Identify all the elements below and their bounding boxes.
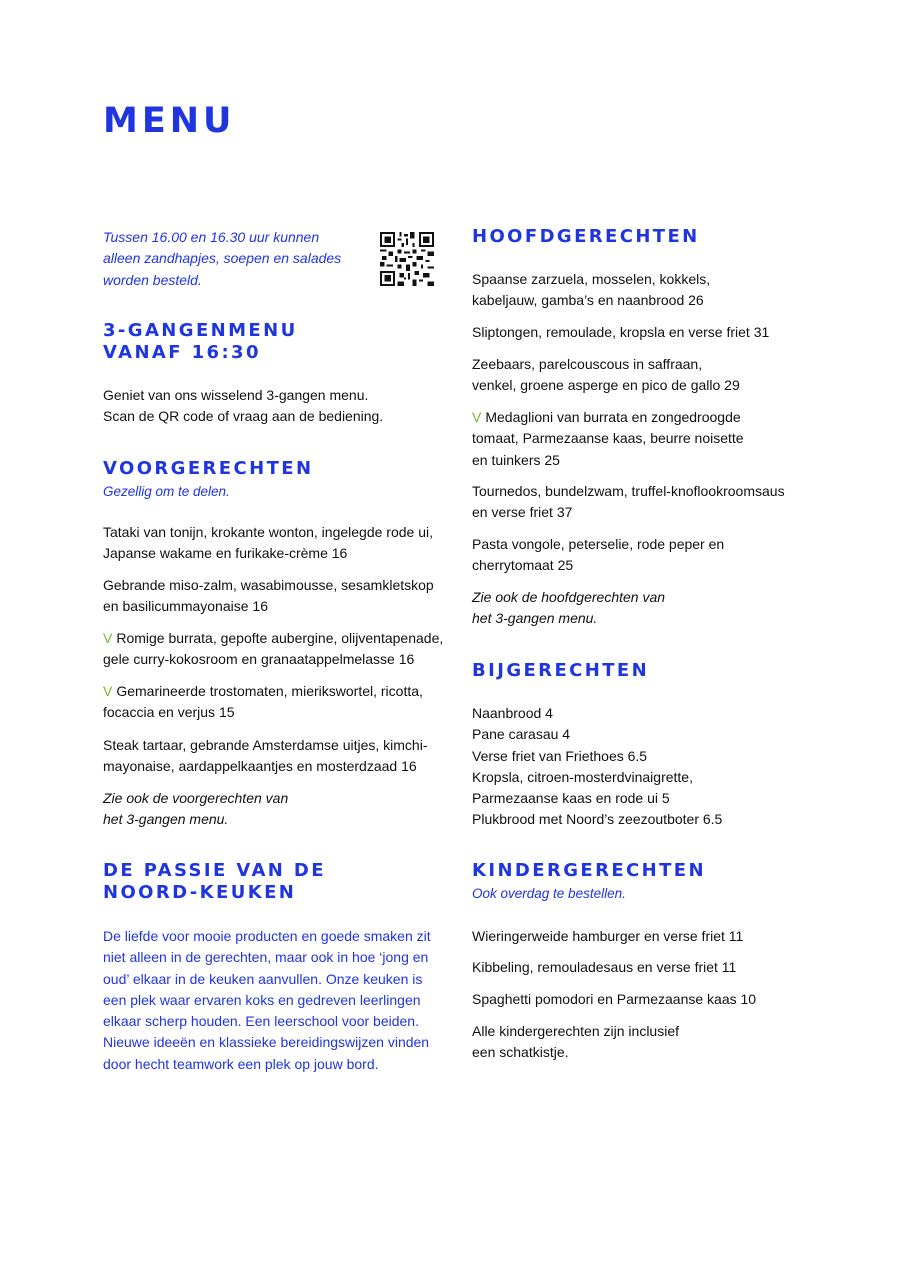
vegetarian-badge: V [103,683,113,699]
intro-line: worden besteld. [103,271,202,288]
qr-code-icon[interactable] [380,232,434,286]
kids-heading: KINDERGERECHTEN [472,860,706,881]
passion-text [103,926,431,1075]
starters-subheading: Gezellig om te delen. [103,484,230,499]
side-item: Naanbrood 4 [472,705,553,721]
intro-note [103,227,341,291]
passion-heading-line: NOORD-KEUKEN [103,882,297,903]
kids-note [472,1021,679,1064]
mains-note [472,587,665,630]
menu-item-line: en tuinkers 25 [472,451,560,468]
sides-heading: BIJGERECHTEN [472,660,650,681]
menu-item [472,926,743,947]
side-item: Kropsla, citroen-mosterdvinaigrette, [472,768,693,785]
note-line: Alle kindergerechten zijn inclusief [472,1023,679,1039]
note-line: Zie ook de hoofdgerechten van [472,589,666,605]
menu-item [103,575,434,618]
menu-item-line: Tournedos, bundelzwam, truffel-knoflookroomsaus [472,483,785,499]
three-course-heading [103,320,298,364]
vegetarian-badge: V [472,409,482,425]
text-line: een plek waar ervaren koks en gedreven leerlingen [103,991,421,1008]
vegetarian-badge: V [103,630,113,646]
menu-item [472,407,744,471]
passion-heading [103,860,326,904]
menu-item-line: tomaat, Parmezaanse kaas, beurre noisette [472,430,744,447]
note-line: Zie ook de voorgerechten van [103,790,289,806]
menu-item-line: Kibbeling, remouladesaus en verse friet 11 [472,959,737,975]
text-line: elkaar scherp houden. Een leerschool voor beiden. [103,1013,419,1030]
text-line: door hecht teamwork een plek op jouw bord. [103,1055,379,1072]
text-line: Geniet van ons wisselend 3-gangen menu. [103,387,369,403]
menu-item-line: Spaanse zarzuela, mosselen, kokkels, [472,271,711,287]
text-line: De liefde voor mooie producten en goede smaken zit [103,928,431,944]
kids-subheading: Ook overdag te bestellen. [472,886,626,901]
menu-item-line: gele curry-kokosroom en granaatappelmelasse 16 [103,651,415,668]
menu-item-line: Pasta vongole, peterselie, rode peper en [472,536,725,552]
note-line: een schatkistje. [472,1044,569,1061]
menu-item-line: Spaghetti pomodori en Parmezaanse kaas 10 [472,991,757,1007]
menu-item-line: Medaglioni van burrata en zongedroogde [485,409,741,425]
page-title: MENU [103,101,236,141]
menu-item [472,354,740,397]
text-line: oud’ elkaar in de keuken aanvullen. Onze keuken is [103,970,423,987]
mains-heading: HOOFDGERECHTEN [472,226,700,247]
menu-item-line: cherrytomaat 25 [472,557,574,574]
menu-item [103,681,423,724]
menu-item [103,522,433,565]
menu-item-line: Romige burrata, gepofte aubergine, olijventapenade, [116,630,444,646]
menu-item-line: en basilicummayonaise 16 [103,598,268,615]
menu-item [103,628,443,671]
note-line: het 3-gangen menu. [472,610,598,627]
menu-item-line: Zeebaars, parelcouscous in saffraan, [472,356,703,372]
menu-item-line: Gemarineerde trostomaten, mierikswortel, ricotta, [116,683,423,699]
sides-list [472,703,722,831]
menu-item-line: Steak tartaar, gebrande Amsterdamse uitjes, kimchi- [103,737,428,753]
side-item: Pane carasau 4 [472,726,571,743]
menu-item-line: en verse friet 37 [472,504,573,521]
menu-item-line: Wieringerweide hamburger en verse friet 11 [472,928,744,944]
menu-item [472,481,785,524]
menu-item [472,957,736,978]
side-item: Parmezaanse kaas en rode ui 5 [472,790,670,807]
intro-line: Tussen 16.00 en 16.30 uur kunnen [103,229,320,245]
menu-item-line: Japanse wakame en furikake-crème 16 [103,545,348,562]
side-item: Plukbrood met Noord’s zeezoutboter 6.5 [472,811,723,828]
menu-item-line: focaccia en verjus 15 [103,704,235,721]
menu-item-line: mayonaise, aardappelkaantjes en mosterdzaad 16 [103,758,417,775]
intro-line: alleen zandhapjes, soepen en salades [103,250,342,267]
menu-item-line: Sliptongen, remoulade, kropsla en verse friet 31 [472,324,770,340]
note-line: het 3-gangen menu. [103,811,229,828]
text-line: niet alleen in de gerechten, maar ook in hoe ‘jong en [103,949,429,966]
menu-item-line: venkel, groene asperge en pico de gallo 29 [472,377,740,394]
menu-item-line: Tataki van tonijn, krokante wonton, ingelegde rode ui, [103,524,433,540]
menu-item [472,322,769,343]
three-course-text [103,385,383,428]
menu-item-line: Gebrande miso-zalm, wasabimousse, sesamkletskop [103,577,434,593]
side-item: Verse friet van Friethoes 6.5 [472,747,648,764]
menu-item [472,534,724,577]
text-line: Scan de QR code of vraag aan de bediening. [103,408,384,425]
menu-item [103,735,427,778]
starters-note [103,788,288,831]
passion-heading-line: DE PASSIE VAN DE [103,860,326,881]
text-line: Nieuwe ideeën en klassieke bereidingswijzen vinden [103,1034,430,1051]
menu-item [472,989,756,1010]
three-course-heading-line: 3-GANGENMENU [103,320,298,341]
three-course-heading-line: VANAF 16:30 [103,342,261,363]
starters-heading: VOORGERECHTEN [103,458,314,479]
menu-item [472,269,710,312]
menu-item-line: kabeljauw, gamba’s en naanbrood 26 [472,292,704,309]
